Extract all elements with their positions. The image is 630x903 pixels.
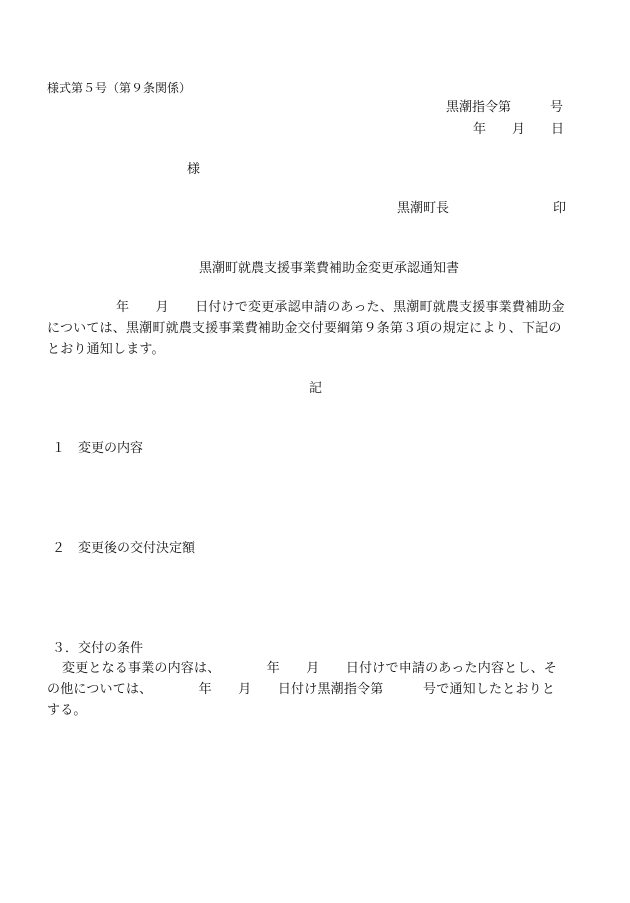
addressee-suffix: 様 — [187, 162, 201, 177]
section-1-heading: １ 変更の内容 — [52, 441, 144, 456]
form-label: 様式第５号（第９条関係） — [47, 81, 192, 95]
issuer-name: 黒潮町長 印 — [397, 201, 567, 216]
condition-line: 変更となる事業の内容は、 年 月 日付けで申請のあった内容とし、そ — [62, 661, 557, 676]
condition-line: の他については、 年 月 日付け黒潮指令第 号で通知したとおりと — [47, 682, 556, 697]
document-title: 黒潮町就農支援事業費補助金変更承認通知書 — [199, 261, 460, 276]
document-number: 黒潮指令第 号 — [446, 100, 564, 115]
section-2-heading: ２ 変更後の交付決定額 — [52, 541, 196, 556]
body-line: については、黒潮町就農支援事業費補助金交付要綱第９条第３項の規定により、下記の — [47, 321, 562, 336]
issue-date: 年 月 日 — [473, 122, 565, 137]
body-line: 年 月 日付けで変更承認申請のあった、黒潮町就農支援事業費補助金 — [116, 300, 565, 315]
section-3-heading: ３．交付の条件 — [52, 641, 144, 656]
condition-line: する。 — [47, 703, 87, 718]
body-line: とおり通知します。 — [47, 342, 165, 357]
ki-heading: 記 — [309, 381, 323, 396]
